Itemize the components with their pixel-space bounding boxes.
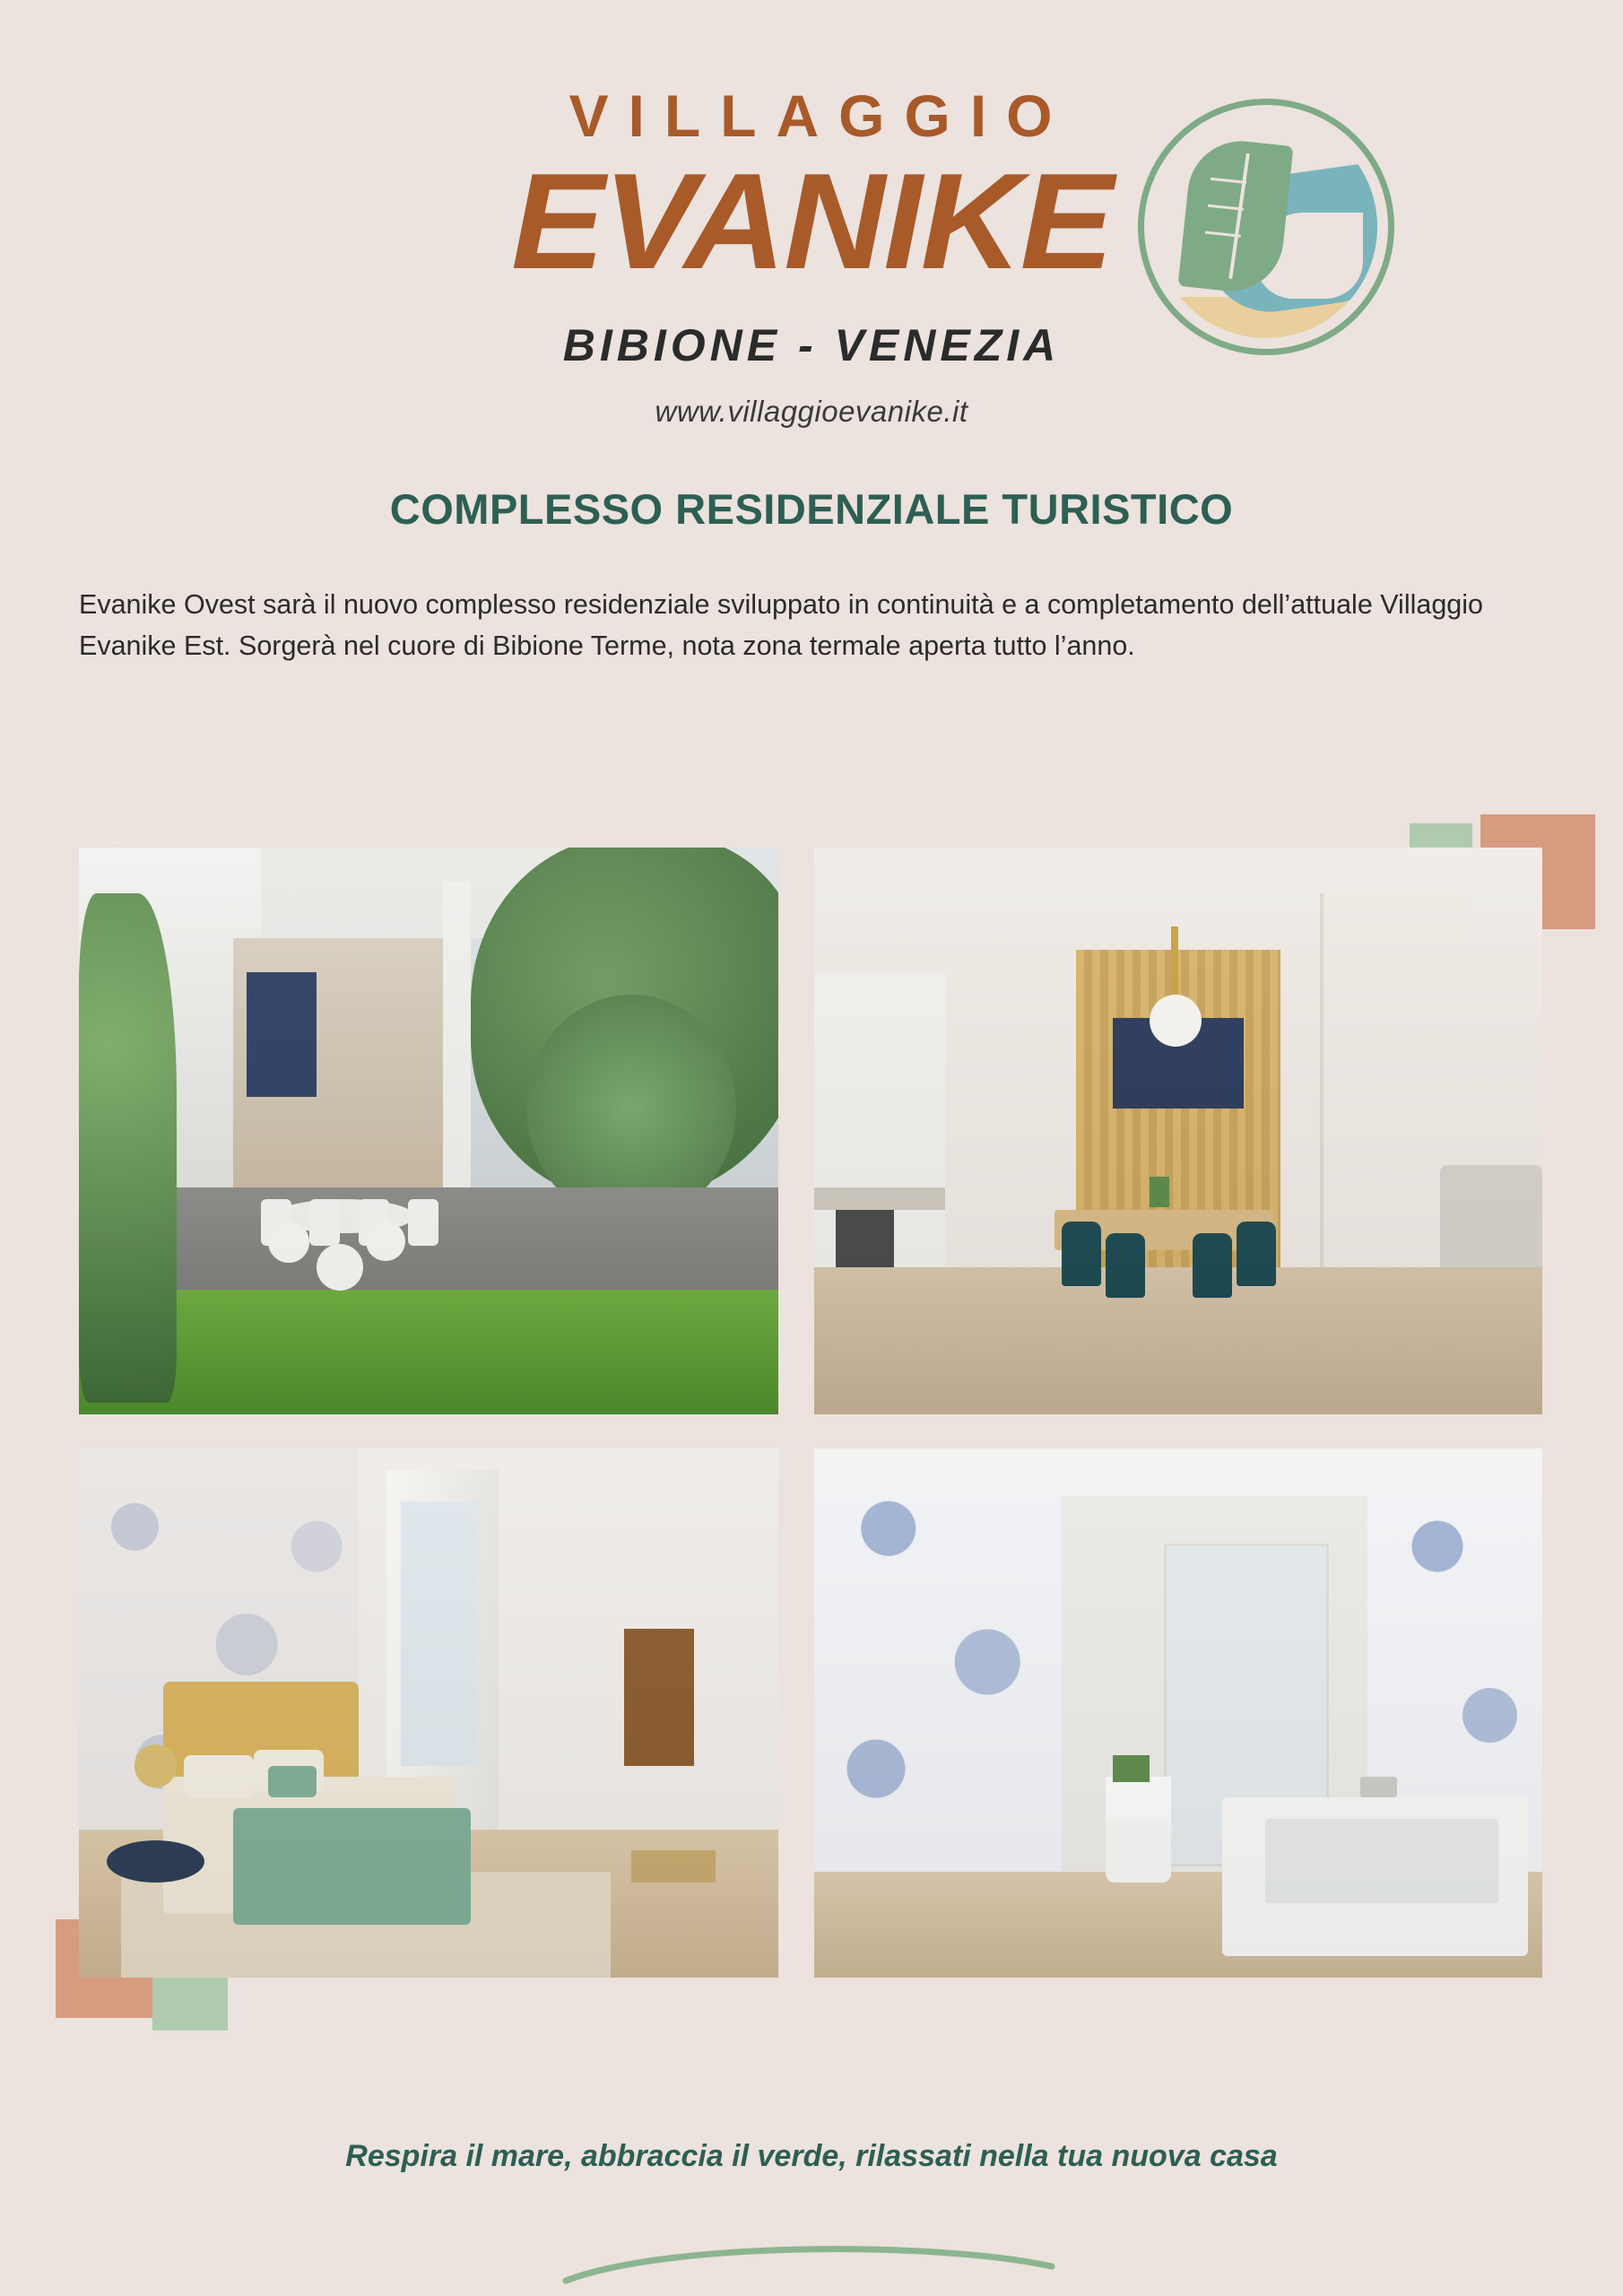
leaf-vein-icon [1229, 153, 1251, 279]
brand-website: www.villaggioevanike.it [655, 394, 968, 428]
photo-bedroom [79, 1448, 778, 1978]
leaf-rib-icon [1211, 178, 1246, 184]
photo-bathroom [814, 1448, 1542, 1978]
brand-location: BIBIONE - VENEZIA [562, 319, 1061, 370]
logo-inner [1155, 116, 1377, 338]
document-header [0, 0, 1623, 429]
intro-paragraph: Evanike Ovest sarà il nuovo complesso residenziale sviluppato in continuità e a completamento dell’attuale Villaggio Evanike Est. Sorgerà nel cuore di Bibione Terme, nota zona termale aperta tutto l’anno. [79, 588, 1483, 661]
brand-name-top: VILLAGGIO [568, 83, 1072, 149]
footer-swoosh-decoration [560, 2238, 1063, 2292]
image-gallery [79, 848, 1546, 1978]
photo-terrace-garden [79, 848, 778, 1414]
page-title: COMPLESSO RESIDENZIALE TURISTICO [389, 484, 1234, 533]
swoosh-icon [560, 2238, 1063, 2292]
brand-name-main: EVANIKE [511, 145, 1112, 298]
footer-tagline: Respira il mare, abbraccia il verde, rilassati nella tua nuova casa [345, 2139, 1278, 2173]
gallery-row-bottom [79, 1448, 1546, 1978]
gallery-row-top [79, 848, 1546, 1414]
logo-badge [1138, 99, 1394, 355]
photo-kitchen-dining [814, 848, 1542, 1414]
